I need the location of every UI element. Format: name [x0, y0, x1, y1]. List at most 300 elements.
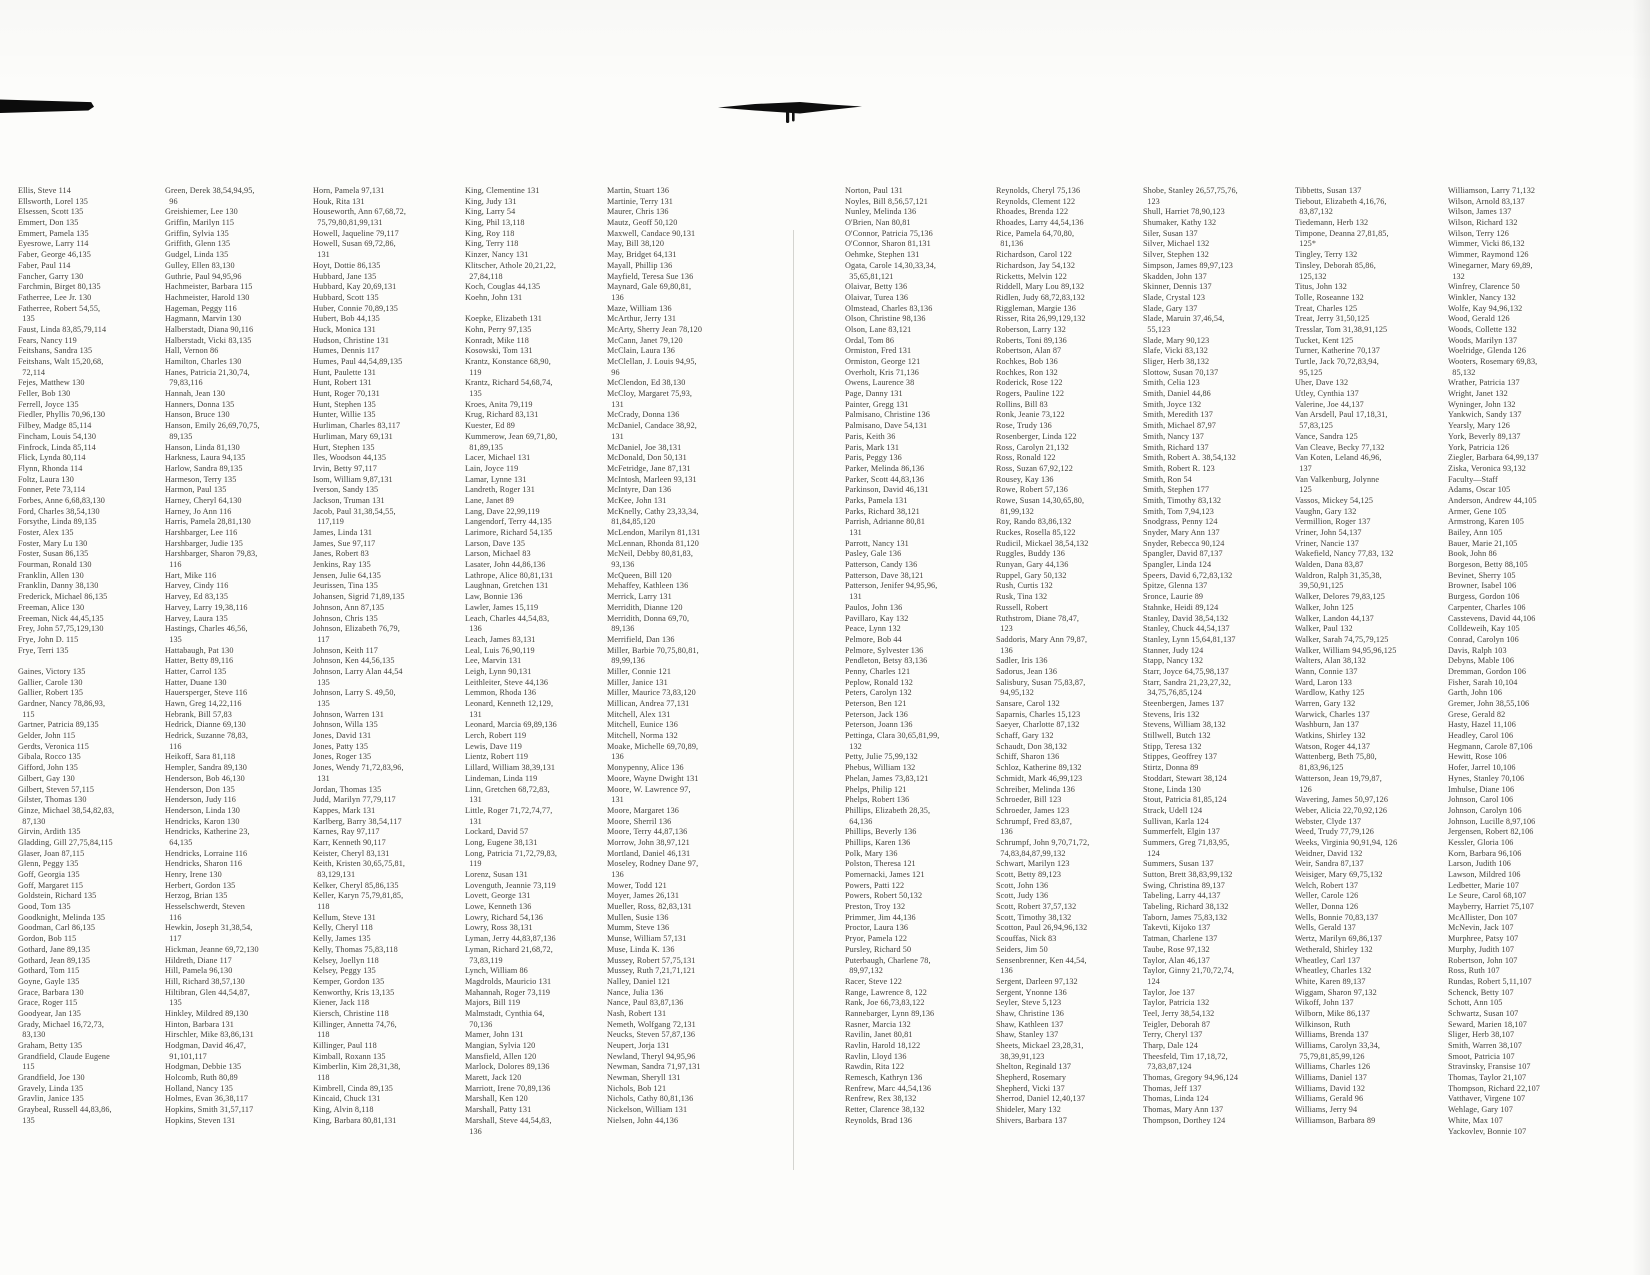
- index-line: Paris, Keith 36: [845, 431, 896, 441]
- index-line: Rudicil, Mickael 38,54,132: [996, 538, 1089, 548]
- index-line: Seiders, Jim 50: [996, 944, 1048, 954]
- index-line: Saddoris, Mary Ann 79,87,: [996, 634, 1088, 644]
- scan-artifact-center-wedge: [700, 95, 880, 140]
- index-line: Stone, Linda 130: [1143, 784, 1201, 794]
- index-line: Lathrope, Alice 80,81,131: [465, 570, 554, 580]
- index-line: McNeil, Debby 80,81,83,: [607, 549, 693, 559]
- index-line: Hofer, Jarrel 10,106: [1448, 763, 1516, 773]
- index-line: Merrick, Larry 131: [607, 592, 672, 602]
- index-line: Goff, Georgia 135: [18, 870, 80, 879]
- index-line: Shepherd, Rosemary: [996, 1073, 1067, 1083]
- index-line: Larimore, Richard 54,135: [465, 528, 553, 537]
- index-line: Conrad, Carolyn 106: [1448, 634, 1519, 644]
- index-line: Riddell, Mary Lou 89,132: [996, 282, 1085, 292]
- index-line: Griffin, Marilyn 115: [165, 218, 235, 228]
- index-line: Hinton, Barbara 131: [165, 1019, 234, 1029]
- index-line: Peterson, Joann 136: [845, 720, 913, 730]
- index-line: Nance, Julia 136: [607, 987, 664, 997]
- index-line: Rose, Trudy 136: [996, 421, 1052, 431]
- index-line: Smith, Meredith 137: [1143, 410, 1213, 420]
- index-line: Lang, Dave 22,99,119: [465, 506, 540, 516]
- index-line: Pendleton, Betsy 83,136: [845, 656, 928, 666]
- index-line: Tresslar, Tom 31,38,91,125: [1295, 324, 1388, 334]
- index-line: Miller, Connie 121: [607, 666, 672, 676]
- index-line: Stapp, Nancy 132: [1143, 656, 1204, 666]
- index-line: Rannebarger, Lynn 89,136: [845, 1008, 935, 1018]
- index-line: Taylor, Patricia 132: [1143, 998, 1210, 1008]
- index-line: Irvin, Betty 97,117: [313, 463, 377, 473]
- index-line: Lockard, David 57: [465, 827, 529, 837]
- index-line: Grandfield, Claude Eugene: [18, 1051, 110, 1061]
- index-line: Rochkes, Bob 136: [996, 357, 1058, 366]
- index-line: Walker, Paul 132: [1295, 624, 1353, 634]
- index-line: Williams, Gerald 96: [1295, 1094, 1364, 1104]
- index-line: Sutton, Brett 38,83,99,132: [1143, 870, 1233, 879]
- index-line: Harmon, Paul 135: [165, 485, 227, 495]
- index-line: Phelan, James 73,83,121: [845, 773, 929, 783]
- index-line: McCloy, Margaret 75,93,: [607, 389, 693, 399]
- index-line: Goodyear, Jan 135: [18, 1008, 81, 1018]
- index-line: Shelton, Reginald 137: [996, 1062, 1072, 1072]
- index-line: Neucks, Steven 57,87,136: [607, 1030, 696, 1040]
- index-line: Scouffas, Nick 83: [996, 934, 1057, 944]
- index-line: Sherrod, Daniel 12,40,137: [996, 1094, 1086, 1104]
- index-line: 73,83,119: [465, 955, 503, 965]
- index-line: Mullen, Susie 136: [607, 912, 669, 922]
- index-line: Klitscher, Athole 20,21,22,: [465, 260, 557, 270]
- index-line: Ziegler, Barbara 64,99,137: [1448, 453, 1539, 463]
- index-line: Hill, Pamela 96,130: [165, 966, 233, 976]
- index-line: Smith, Robert R. 123: [1143, 463, 1215, 473]
- index-line: Hanson, Bruce 130: [165, 410, 230, 420]
- index-line: Rhoades, Larry 44,54,136: [996, 218, 1084, 228]
- index-line: Magdrolds, Mauricio 131: [465, 976, 552, 986]
- index-line: Primmer, Jim 44,136: [845, 912, 916, 922]
- index-line: Parks, Pamela 131: [845, 495, 908, 505]
- index-line: Rundas, Robert 5,11,107: [1448, 976, 1532, 986]
- index-line: Powers, Patti 122: [845, 880, 905, 890]
- index-line: Stravinsky, Fransise 107: [1448, 1062, 1531, 1072]
- index-line: Ruggles, Buddy 136: [996, 549, 1065, 559]
- index-line: Phebus, William 132: [845, 763, 916, 773]
- index-line: Foster, Susan 86,135: [18, 549, 89, 559]
- index-line: Thomas, Jeff 137: [1143, 1083, 1202, 1093]
- index-line: Grady, Michael 16,72,73,: [18, 1019, 104, 1029]
- index-line: Adams, Oscar 105: [1448, 485, 1511, 495]
- index-line: Salisbury, Susan 75,83,87,: [996, 677, 1086, 687]
- index-line: Patterson, Dave 38,121: [845, 570, 924, 580]
- index-line: Seyler, Steve 5,123: [996, 998, 1062, 1008]
- index-line: Sliger, Herb 38,107: [1448, 1030, 1515, 1040]
- index-line: Ricketts, Melvin 122: [996, 271, 1067, 281]
- index-line: Pryor, Pamela 122: [845, 934, 908, 944]
- index-line: Huck, Monica 131: [313, 324, 376, 334]
- index-line: Koepke, Elizabeth 131: [465, 314, 542, 324]
- index-line: Gravely, Linda 135: [18, 1083, 84, 1093]
- index-line: Fatherree, Robert 54,55,: [18, 303, 101, 313]
- index-line: Watkins, Shirley 132: [1295, 731, 1366, 741]
- index-line: Hedrick, Dianne 69,130: [165, 720, 246, 730]
- index-line: Hattabaugh, Pat 130: [165, 645, 234, 655]
- index-line: Mangian, Sylvia 120: [465, 1041, 536, 1050]
- index-line: Wetherald, Shirley 132: [1295, 944, 1373, 954]
- index-line: 132: [1448, 271, 1465, 281]
- index-line: Harlow, Sandra 89,135: [165, 463, 243, 473]
- index-line: 131: [607, 399, 624, 409]
- index-line: Gulley, Ellen 83,130: [165, 260, 235, 270]
- index-line: Thomas, Gregory 94,96,124: [1143, 1073, 1239, 1083]
- index-line: 136: [996, 645, 1013, 655]
- index-line: Williams, Daniel 137: [1295, 1073, 1367, 1083]
- index-line: 89,97,132: [845, 966, 883, 976]
- index-line: Weller, Carole 126: [1295, 891, 1359, 901]
- index-line: Lawler, James 15,119: [465, 602, 539, 612]
- index-line: Jackson, Truman 131: [313, 495, 385, 505]
- index-line: Hasty, Hazel 11,106: [1448, 720, 1516, 730]
- index-line: Krug, Richard 83,131: [465, 410, 539, 420]
- index-line: 132: [845, 741, 862, 751]
- index-line: Smith, Joyce 132: [1143, 399, 1202, 409]
- index-line: Kelsey, Joellyn 118: [313, 955, 379, 965]
- index-line: Smith, Daniel 44,86: [1143, 389, 1211, 399]
- index-line: Horn, Pamela 97,131: [313, 186, 385, 195]
- index-line: 135: [18, 1115, 35, 1125]
- index-line: Schwartz, Susan 107: [1448, 1008, 1519, 1018]
- index-line: Johnson, Ann 87,135: [313, 602, 385, 612]
- index-line: Ellsworth, Lorel 135: [18, 196, 88, 206]
- index-line: Wilson, Terry 126: [1448, 228, 1509, 238]
- index-line: Hanson, Emily 26,69,70,75,: [165, 421, 260, 431]
- index-line: Ogata, Carole 14,30,33,34,: [845, 260, 937, 270]
- index-line: Vassos, Mickey 54,125: [1295, 495, 1374, 505]
- index-line: Slade, Maruin 37,46,54,: [1143, 314, 1225, 324]
- index-line: Long, Eugene 38,131: [465, 837, 538, 847]
- index-line: Lamar, Lynne 131: [465, 474, 527, 484]
- index-line: McIntyre, Dan 136: [607, 485, 672, 495]
- page-gutter-line: [793, 230, 794, 1170]
- index-line: Olson, Lane 83,121: [845, 324, 912, 334]
- index-line: Starr, Joyce 64,75,98,137: [1143, 666, 1229, 676]
- index-line: Lane, Janet 89: [465, 495, 514, 505]
- index-line: Peplow, Ronald 132: [845, 677, 913, 687]
- index-column-2: [165, 186, 317, 1127]
- index-line: Stanley, David 38,54,132: [1143, 613, 1229, 623]
- index-line: 89,135: [165, 431, 193, 441]
- index-line: Frye, Terri 135: [18, 645, 69, 655]
- index-line: Hewkin, Joseph 31,38,54,: [165, 923, 253, 933]
- index-line: 136: [607, 752, 624, 762]
- index-line: Greishiemer, Lee 130: [165, 207, 238, 217]
- index-line: Majors, Bill 119: [465, 998, 521, 1008]
- index-line: Schwart, Marilyn 123: [996, 859, 1070, 869]
- index-line: Johnson, Larry S. 49,50,: [313, 688, 396, 698]
- index-line: 119: [465, 367, 482, 377]
- index-line: Le Seure, Carol 68,107: [1448, 891, 1527, 901]
- index-line: Yankwich, Sandy 137: [1448, 410, 1522, 420]
- index-line: Merridith, Donna 69,70,: [607, 613, 690, 623]
- index-line: Forsythe, Linda 89,135: [18, 517, 97, 527]
- index-line: Scotton, Paul 26,94,96,132: [996, 923, 1088, 933]
- index-line: Stoddart, Stewart 38,124: [1143, 773, 1227, 783]
- index-line: 94,95,132: [996, 688, 1034, 698]
- index-line: Casstevens, David 44,106: [1448, 613, 1536, 623]
- index-line: Ruppel, Gary 50,132: [996, 570, 1067, 580]
- index-line: Foster, Mary Lu 130: [18, 538, 88, 548]
- index-line: Mautz, Geoff 50,120: [607, 218, 678, 228]
- index-line: Karnes, Ray 97,117: [313, 827, 380, 837]
- index-line: Mortland, Daniel 46,131: [607, 848, 691, 858]
- index-line: Ford, Charles 38,54,130: [18, 506, 100, 516]
- index-line: Goff, Margaret 115: [18, 880, 84, 890]
- index-line: Emmert, Pamela 135: [18, 228, 89, 238]
- index-line: Halberstadt, Vicki 83,135: [165, 335, 252, 345]
- index-line: 115: [18, 1062, 35, 1072]
- index-line: Speers, David 6,72,83,132: [1143, 570, 1233, 580]
- index-line: Lynch, William 86: [465, 966, 528, 976]
- index-line: Girvin, Ardith 135: [18, 827, 81, 837]
- index-line: McClain, Laura 136: [607, 346, 675, 356]
- index-line: Stanley, Chuck 44,54,137: [1143, 624, 1230, 634]
- index-line: Moore, Margaret 136: [607, 805, 680, 815]
- index-line: Fourman, Ronald 130: [18, 560, 92, 570]
- index-line: Hendricks, Lorraine 116: [165, 848, 248, 858]
- index-line: Guthrie, Paul 94,95,96: [165, 271, 242, 281]
- index-line: 64,136: [845, 816, 873, 826]
- index-line: 115: [18, 709, 35, 719]
- index-line: Walker, John 125: [1295, 602, 1354, 612]
- index-line: Huber, Connie 70,89,135: [313, 303, 398, 313]
- index-line: 87,130: [18, 816, 46, 826]
- index-line: Merrifield, Dan 136: [607, 634, 675, 644]
- index-line: Riggleman, Margie 136: [996, 303, 1076, 313]
- index-line: Stevens, Iris 132: [1143, 709, 1200, 719]
- index-line: Runyan, Gary 44,136: [996, 560, 1069, 570]
- index-line: Smith, Robert A. 38,54,132: [1143, 453, 1236, 463]
- index-line: Freeman, Nick 44,45,135: [18, 613, 104, 623]
- index-line: Proctor, Laura 136: [845, 923, 909, 933]
- index-line: Walden, Dana 83,87: [1295, 560, 1364, 570]
- index-line: Saparnis, Charles 15,123: [996, 709, 1081, 719]
- index-line: Leonard, Marcia 69,89,136: [465, 720, 557, 730]
- index-line: Lowry, Ross 38,131: [465, 923, 533, 933]
- index-line: Hynes, Stanley 70,106: [1448, 773, 1525, 783]
- index-line: Van Arsdell, Paul 17,18,31,: [1295, 410, 1388, 420]
- index-line: Robertson, John 107: [1448, 955, 1518, 965]
- index-line: Nemeth, Wolfgang 72,131: [607, 1019, 696, 1029]
- index-line: Spangler, Linda 124: [1143, 560, 1212, 570]
- index-line: Moyer, James 26,131: [607, 891, 680, 901]
- index-line: Summers, Greg 71,83,95,: [1143, 837, 1230, 847]
- index-line: Oehmke, Stephen 131: [845, 250, 920, 260]
- index-line: Tharp, Dale 124: [1143, 1041, 1198, 1050]
- index-line: May, Bill 38,120: [607, 239, 665, 249]
- index-line: Webster, Clyde 137: [1295, 816, 1362, 826]
- index-line: 135: [165, 998, 182, 1008]
- index-line: White, Karen 89,137: [1295, 976, 1366, 986]
- index-line: 131: [845, 528, 862, 537]
- index-line: Eyesrowe, Larry 114: [18, 239, 89, 249]
- index-line: Kimbrell, Cinda 89,135: [313, 1083, 393, 1093]
- index-line: Wann, Connie 137: [1295, 666, 1358, 676]
- index-line: Stanner, Judy 124: [1143, 645, 1204, 655]
- index-line: May, Bridget 64,131: [607, 250, 677, 260]
- index-line: Humes, Dennis 117: [313, 346, 380, 356]
- index-line: Newman, Sandra 71,97,131: [607, 1062, 701, 1072]
- index-line: Mayberry, Harriet 75,107: [1448, 902, 1534, 912]
- index-line: Tiedemann, Herb 132: [1295, 218, 1369, 228]
- index-line: Tabeling, Richard 38,132: [1143, 902, 1229, 912]
- index-line: Hendricks, Katherine 23,: [165, 827, 250, 837]
- index-line: Fatherree, Lee Jr. 130: [18, 292, 92, 302]
- index-line: Slade, Crystal 123: [1143, 292, 1206, 302]
- index-line: Janes, Robert 83: [313, 549, 369, 559]
- index-line: Ferrell, Joyce 135: [18, 399, 79, 409]
- index-line: Marriott, Irene 70,89,136: [465, 1083, 551, 1093]
- index-line: Larson, Michael 83: [465, 549, 531, 559]
- index-line: Rush, Curtis 132: [996, 581, 1053, 591]
- index-line: Schloz, Katherine 89,132: [996, 763, 1082, 773]
- index-line: Faber, Paul 114: [18, 260, 71, 270]
- index-line: Hempler, Sandra 89,130: [165, 763, 247, 773]
- index-line: Imhulse, Diane 106: [1448, 784, 1515, 794]
- index-line: Kessler, Gloria 106: [1448, 837, 1514, 847]
- index-line: Roberts, Toni 89,136: [996, 335, 1067, 345]
- index-line: Goldstein, Richard 135: [18, 891, 97, 901]
- index-line: Feitshans, Walt 15,20,68,: [18, 357, 104, 366]
- index-line: Fonner, Pete 73,114: [18, 485, 86, 495]
- index-line: Spitze, Glenna 137: [1143, 581, 1208, 591]
- index-line: 34,75,76,85,124: [1143, 688, 1203, 698]
- index-line: Armer, Gene 105: [1448, 506, 1507, 516]
- index-line: Peters, Carolyn 132: [845, 688, 912, 698]
- index-line: Harvey, Larry 19,38,116: [165, 602, 248, 612]
- index-line: Korn, Barbara 96,106: [1448, 848, 1522, 858]
- index-line: Hinkley, Mildred 89,130: [165, 1008, 249, 1018]
- index-line: Maynard, Gale 69,80,81,: [607, 282, 692, 292]
- index-line: Lyman, Richard 21,68,72,: [465, 944, 553, 954]
- index-line: Mayall, Phillip 136: [607, 260, 673, 270]
- index-line: Hatter, Betty 89,116: [165, 656, 234, 666]
- index-line: Williams, Carolyn 33,34,: [1295, 1041, 1381, 1050]
- index-line: Taylor, Alan 46,137: [1143, 955, 1210, 965]
- index-line: Shobe, Stanley 26,57,75,76,: [1143, 186, 1238, 195]
- index-line: Starr, Sandra 21,23,27,32,: [1143, 677, 1232, 687]
- index-line: Teel, Jerry 38,54,132: [1143, 1008, 1215, 1018]
- index-line: 131: [313, 773, 330, 783]
- index-column-6: [845, 186, 997, 1127]
- index-line: Henry, Irene 130: [165, 870, 222, 879]
- index-line: 70,136: [465, 1019, 493, 1029]
- index-line: Moseley, Rodney Dane 97,: [607, 859, 699, 869]
- index-column-7: [996, 186, 1148, 1127]
- index-line: Slafe, Vicki 83,132: [1143, 346, 1208, 356]
- index-line: Paulos, John 136: [845, 602, 903, 612]
- index-line: Wolfe, Kay 94,96,132: [1448, 303, 1523, 313]
- index-line: Shaw, Christine 136: [996, 1008, 1065, 1018]
- index-line: Howell, Jaqueline 79,117: [313, 228, 399, 238]
- index-line: Gallier, Carole 130: [18, 677, 83, 687]
- index-line: Hendricks, Sharon 116: [165, 859, 243, 869]
- index-line: Herzog, Brian 135: [165, 891, 228, 901]
- index-line: Titus, John 132: [1295, 282, 1347, 292]
- index-line: Shideler, Mary 132: [996, 1105, 1061, 1115]
- index-line: Vance, Sandra 125: [1295, 431, 1358, 441]
- index-line: Parker, Melinda 86,136: [845, 463, 925, 473]
- index-line: Gelder, John 115: [18, 731, 76, 741]
- index-line: Kuester, Ed 89: [465, 421, 515, 431]
- index-line: Weidner, David 132: [1295, 848, 1363, 858]
- index-line: Schroeder, James 123: [996, 805, 1070, 815]
- index-line: Schroeder, Bill 123: [996, 795, 1062, 805]
- index-line: McFetridge, Jane 87,131: [607, 463, 691, 473]
- index-line: Carpenter, Charles 106: [1448, 602, 1526, 612]
- index-line: Phelps, Robert 136: [845, 795, 910, 805]
- index-line: 136: [996, 966, 1013, 976]
- index-line: Good, Tom 135: [18, 902, 71, 912]
- index-line: Lowry, Richard 54,136: [465, 912, 543, 922]
- index-line: Wheatley, Carl 137: [1295, 955, 1361, 965]
- index-line: Lacer, Michael 131: [465, 453, 531, 463]
- index-line: Feller, Bob 130: [18, 389, 71, 399]
- index-line: Smith, Tom 7,94,123: [1143, 506, 1215, 516]
- index-line: Walker, William 94,95,96,125: [1295, 645, 1397, 655]
- index-line: Van Valkenburg, Jolynne: [1295, 474, 1380, 484]
- index-line: Wilson, Richard 132: [1448, 218, 1518, 228]
- index-line: Schrumpf, Fred 83,87,: [996, 816, 1073, 826]
- index-line: Winfrey, Clarence 50: [1448, 282, 1520, 292]
- index-line: Wheatley, Charles 132: [1295, 966, 1372, 976]
- index-line: Taube, Rose 97,132: [1143, 944, 1210, 954]
- index-line: Phelps, Philip 121: [845, 784, 907, 794]
- index-line: Moore, W. Lawrence 97,: [607, 784, 691, 794]
- index-line: Kiersch, Christine 118: [313, 1008, 389, 1018]
- index-line: Hildreth, Diane 117: [165, 955, 232, 965]
- index-line: Kellum, Steve 131: [313, 912, 376, 922]
- index-line: Johnson, Elizabeth 76,79,: [313, 624, 400, 634]
- index-line: Goodknight, Melinda 135: [18, 912, 106, 922]
- index-line: Bauer, Marie 21,105: [1448, 538, 1518, 548]
- index-line: Hannah, Jean 130: [165, 389, 226, 399]
- index-line: Nunley, Melinda 136: [845, 207, 917, 217]
- index-line: Fejes, Matthew 130: [18, 378, 85, 388]
- index-line: Koehn, John 131: [465, 292, 523, 302]
- index-line: Heikoff, Sara 81,118: [165, 752, 236, 762]
- index-line: Kenworthy, Kris 13,135: [313, 987, 395, 997]
- index-line: Weber, Alicia 22,70,92,126: [1295, 805, 1388, 815]
- index-line: Powers, Robert 50,132: [845, 891, 923, 901]
- index-line: Hart, Mike 116: [165, 570, 217, 580]
- index-line: Wimmer, Raymond 126: [1448, 250, 1529, 260]
- index-line: Tucket, Kent 125: [1295, 335, 1354, 345]
- index-line: White, Max 107: [1448, 1115, 1503, 1125]
- index-line: Rollins, Bill 83: [996, 399, 1048, 409]
- index-line: Winegarner, Mary 69,89,: [1448, 260, 1533, 270]
- index-line: 95,125: [1295, 367, 1323, 377]
- index-line: Griffith, Glenn 135: [165, 239, 231, 249]
- index-line: 85,132: [1448, 367, 1476, 377]
- index-line: Gremer, John 38,55,106: [1448, 699, 1530, 708]
- index-line: Steenbergen, James 137: [1143, 699, 1224, 708]
- index-line: Valerine, Joe 44,137: [1295, 399, 1364, 409]
- index-line: 116: [165, 560, 182, 570]
- index-line: Terry, Cheryl 137: [1143, 1030, 1203, 1040]
- index-line: Harshbarger, Lee 116: [165, 528, 238, 537]
- index-line: Hoyt, Dottie 86,135: [313, 260, 381, 270]
- index-line: Fancher, Garry 130: [18, 271, 84, 281]
- index-line: 131: [465, 709, 482, 719]
- index-line: Utley, Cynthia 137: [1295, 389, 1359, 399]
- index-line: Watson, Roger 44,137: [1295, 741, 1371, 751]
